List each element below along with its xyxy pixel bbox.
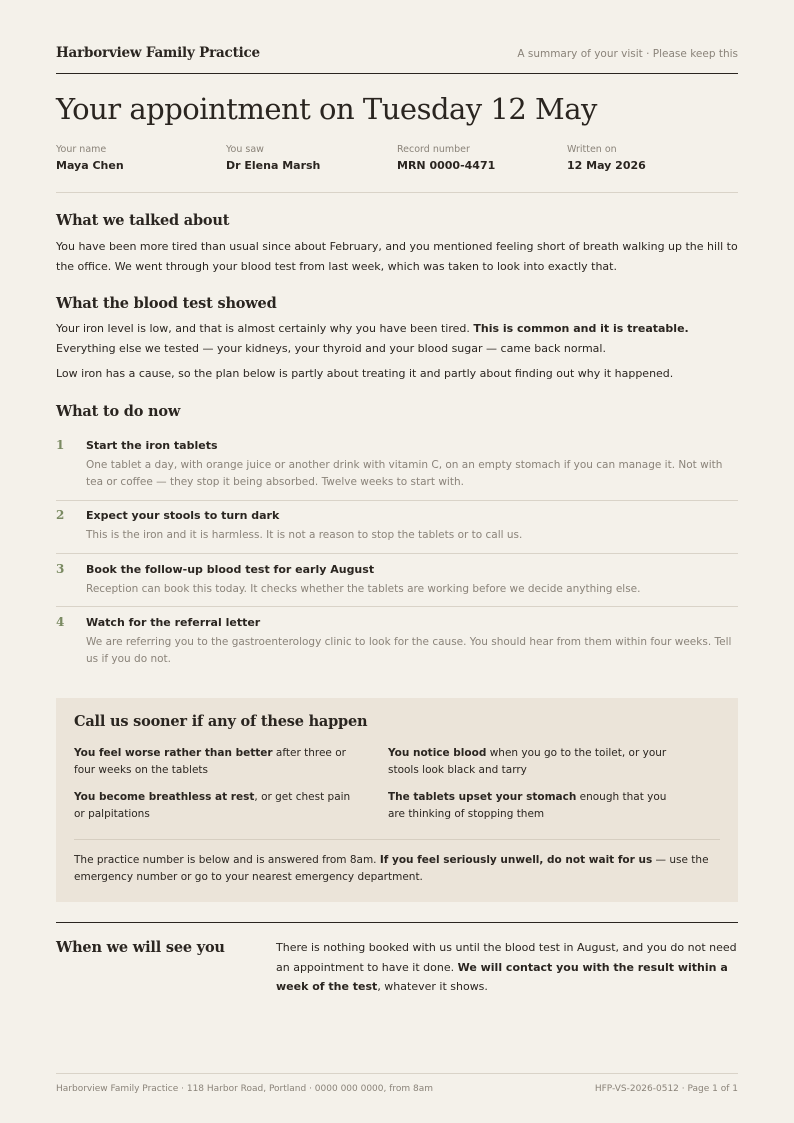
step-description: We are referring you to the gastroenterology clinic to look for the cause. You should hear from them within four weeks. Tell us if you do not. — [86, 636, 732, 665]
practice-name: Harborview Family Practice — [56, 45, 260, 61]
header-note: A summary of your visit · Please keep this — [517, 48, 738, 60]
warning-sign-bold: You notice blood — [388, 747, 487, 759]
step-description: Reception can book this today. It checks whether the tablets are working before we decide anything else. — [86, 583, 641, 595]
meta-label: You saw — [226, 144, 264, 155]
callout-note-emphasis: If you feel seriously unwell, do not wait for us — [379, 854, 653, 866]
callout-note-part: — use the emergency number or go to your nearest emergency department. — [74, 854, 709, 883]
blood-text-part: Everything else we tested — your kidneys, your thyroid and your blood sugar — came back normal. — [56, 341, 606, 355]
talked-text: You have been more tired than usual since about February, and you mentioned feeling short of breath walking up the hill to the office. We went through your blood test from last week, which was taken to look into exactly that. — [56, 240, 738, 273]
blood-cause-text: Low iron has a cause, so the plan below is partly about treating it and partly about finding out why it happened. — [56, 367, 674, 380]
meta-clinician — [226, 144, 396, 172]
step-description: One tablet a day, with orange juice or another drink with vitamin C, on an empty stomach if you can manage it. Not with tea or coffee — they stop it being absorbed. Twelve weeks to start with. — [86, 459, 723, 488]
warning-sign — [74, 789, 364, 823]
warning-sign-bold: The tablets upset your stomach — [388, 791, 577, 803]
meta-value: 12 May 2026 — [567, 159, 646, 172]
divider — [74, 839, 720, 840]
seeyou-text-emphasis: We will contact you with the result within a week of the test — [276, 960, 728, 993]
meta-label: Record number — [397, 144, 470, 155]
warning-sign-rest: when you go to the toilet, or your stools look black and tarry — [388, 747, 667, 776]
step-number: 2 — [56, 508, 65, 522]
meta-value: Maya Chen — [56, 159, 124, 172]
meta-name — [56, 144, 226, 172]
page-footer — [56, 1073, 738, 1094]
warning-sign — [74, 745, 364, 779]
step-title: Watch for the referral letter — [86, 616, 261, 629]
blood-text-part: Your iron level is low, and that is almost certainly why you have been tired. — [56, 322, 474, 335]
warning-sign-rest: enough that you are thinking of stopping them — [388, 791, 667, 820]
step-number: 1 — [56, 438, 65, 452]
talked-heading: What we talked about — [56, 212, 230, 229]
callout-heading: Call us sooner if any of these happen — [74, 713, 368, 730]
warning-sign-bold: You become breathless at rest — [74, 791, 255, 803]
warning-sign-rest: , or get chest pain or palpitations — [74, 791, 351, 820]
next-appointment-section — [56, 922, 738, 993]
step-number: 4 — [56, 615, 65, 629]
visit-details — [56, 144, 738, 193]
step-description: This is the iron and it is harmless. It is not a reason to stop the tablets or to call us. — [86, 529, 523, 541]
blood-text-emphasis: This is common and it is treatable. — [473, 322, 689, 335]
letterhead — [56, 44, 738, 74]
meta-label: Your name — [56, 144, 107, 155]
meta-value: MRN 0000-4471 — [397, 159, 496, 172]
step-title: Book the follow-up blood test for early August — [86, 563, 375, 576]
step-item — [56, 562, 738, 607]
step-title: Expect your stools to turn dark — [86, 509, 280, 522]
warning-sign-rest: after three or four weeks on the tablets — [74, 747, 346, 776]
blood-text — [56, 319, 738, 358]
todo-heading: What to do now — [56, 403, 181, 420]
blood-heading: What the blood test showed — [56, 295, 277, 312]
seeyou-heading: When we will see you — [56, 939, 225, 956]
step-item — [56, 615, 738, 670]
page-title: Your appointment on Tuesday 12 May — [56, 92, 597, 126]
warning-sign — [388, 745, 678, 779]
step-title: Start the iron tablets — [86, 439, 218, 452]
seeyou-text-part: There is nothing booked with us until the blood test in August, and you do not need an appointment to have it done. — [276, 941, 737, 974]
step-item — [56, 508, 738, 554]
step-item — [56, 438, 738, 501]
footer-reference: HFP-VS-2026-0512 · Page 1 of 1 — [594, 1084, 738, 1094]
warning-signs-box — [56, 698, 738, 902]
meta-record — [397, 144, 567, 172]
meta-label: Written on — [567, 144, 617, 155]
meta-date — [567, 144, 737, 172]
footer-address: Harborview Family Practice · 118 Harbor Road, Portland · 0000 000 0000, from 8am — [56, 1084, 434, 1094]
step-number: 3 — [56, 562, 65, 576]
warning-sign-bold: You feel worse rather than better — [74, 747, 273, 759]
seeyou-text — [276, 938, 738, 997]
callout-note-part: The practice number is below and is answered from 8am. — [74, 854, 380, 866]
warning-sign — [388, 789, 678, 823]
seeyou-text-part: , whatever it shows. — [377, 980, 488, 993]
callout-note — [74, 852, 722, 886]
meta-value: Dr Elena Marsh — [226, 159, 321, 172]
